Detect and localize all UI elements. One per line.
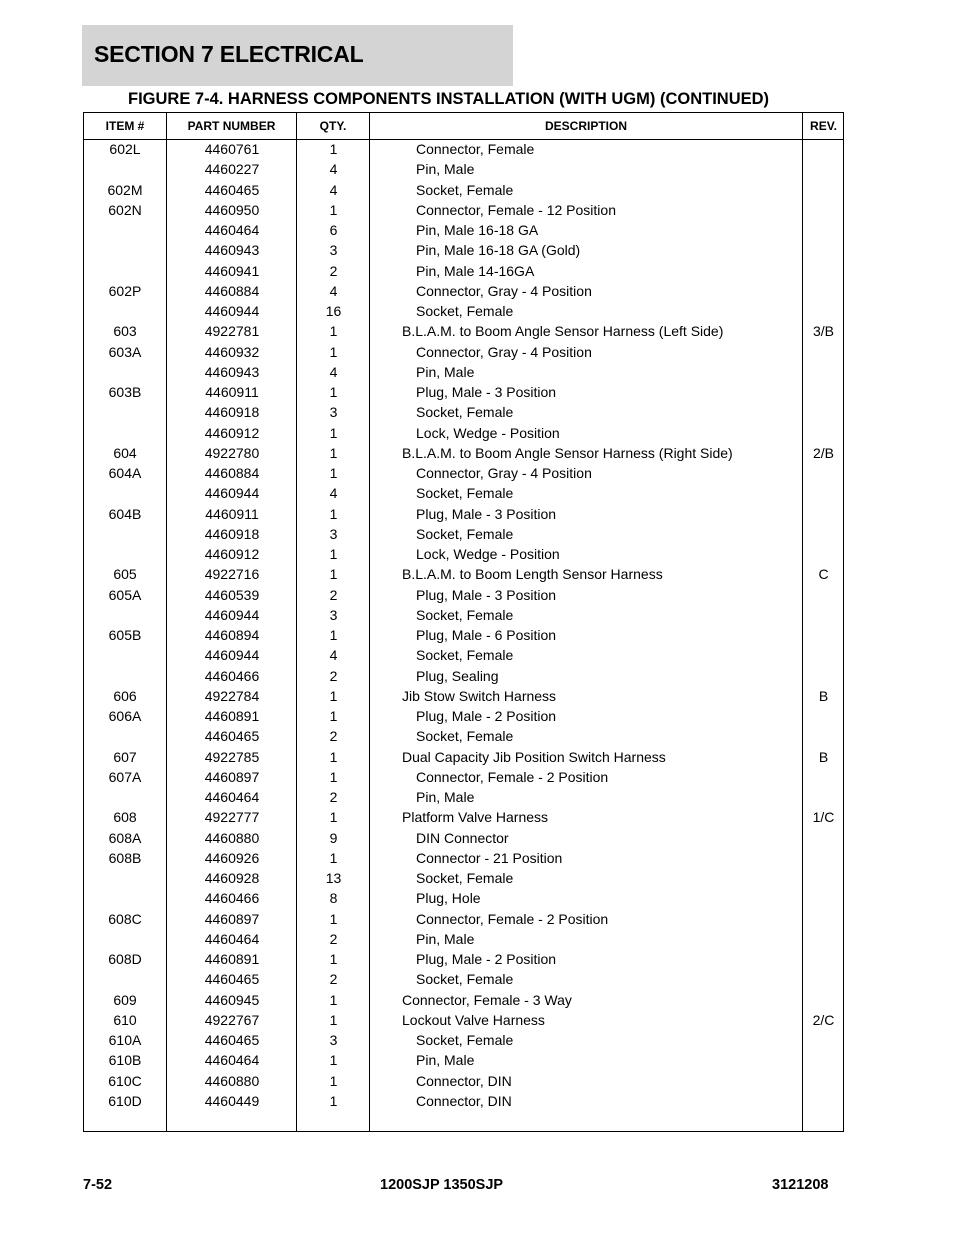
- table-row: [84, 382, 843, 402]
- table-row: [84, 747, 843, 767]
- table-row: [84, 402, 843, 422]
- header-qty: QTY.: [319, 119, 347, 133]
- description-cell: Socket, Female: [416, 181, 514, 198]
- description-cell: B.L.A.M. to Boom Angle Sensor Harness (Right Side): [402, 444, 733, 461]
- part-number-cell: 4460465: [204, 971, 260, 988]
- part-number-cell: 4460944: [204, 606, 260, 623]
- table-row: [84, 686, 843, 706]
- table-row: [84, 585, 843, 605]
- item-number-cell: 605B: [108, 627, 142, 643]
- table-row: [84, 159, 843, 179]
- item-number-cell: 602P: [108, 282, 142, 299]
- table-row: [84, 848, 843, 868]
- description-cell: Pin, Male: [416, 363, 475, 380]
- quantity-cell: 2: [329, 586, 338, 603]
- table-row: [84, 321, 843, 341]
- quantity-cell: 1: [329, 627, 338, 643]
- description-cell: Lock, Wedge - Position: [416, 546, 560, 562]
- quantity-cell: 4: [329, 647, 338, 664]
- table-row: [84, 564, 843, 584]
- part-number-cell: 4922777: [204, 809, 260, 826]
- description-cell: Socket, Female: [416, 404, 514, 421]
- table-row: [84, 909, 843, 929]
- description-cell: Plug, Hole: [416, 890, 481, 907]
- description-cell: Connector, Female - 2 Position: [416, 910, 609, 927]
- part-number-cell: 4922716: [204, 566, 260, 583]
- part-number-cell: 4460465: [204, 728, 260, 745]
- part-number-cell: 4922785: [204, 748, 260, 765]
- description-cell: B.L.A.M. to Boom Angle Sensor Harness (Left Side): [402, 323, 724, 340]
- part-number-cell: 4460926: [204, 849, 260, 866]
- part-number-cell: 4460918: [204, 525, 260, 542]
- part-number-cell: 4460464: [204, 222, 260, 238]
- table-row: [84, 180, 843, 200]
- quantity-cell: 1: [329, 465, 338, 481]
- quantity-cell: 1: [329, 1092, 338, 1109]
- item-number-cell: 606A: [108, 708, 142, 724]
- quantity-cell: 1: [329, 141, 338, 157]
- part-number-cell: 4460944: [204, 485, 260, 502]
- table-row: [84, 362, 843, 382]
- part-number-cell: 4922781: [204, 323, 260, 340]
- description-cell: Jib Stow Switch Harness: [402, 687, 557, 704]
- item-number-cell: 608D: [108, 951, 142, 967]
- quantity-cell: 3: [329, 1032, 338, 1048]
- footer-model: 1200SJP 1350SJP: [380, 1177, 504, 1193]
- description-cell: Connector, Gray - 4 Position: [416, 465, 592, 481]
- quantity-cell: 4: [329, 485, 338, 502]
- description-cell: Socket, Female: [416, 971, 514, 988]
- table-row: [84, 949, 843, 969]
- description-cell: Plug, Male - 3 Position: [416, 505, 557, 522]
- quantity-cell: 2: [329, 667, 338, 684]
- table-row: [84, 605, 843, 625]
- description-cell: Pin, Male 16-18 GA: [416, 222, 539, 238]
- table-row: [84, 726, 843, 746]
- description-cell: Dual Capacity Jib Position Switch Harness: [402, 748, 666, 765]
- table-row: [84, 666, 843, 686]
- quantity-cell: 1: [329, 910, 338, 927]
- table-row: [84, 888, 843, 908]
- quantity-cell: 3: [329, 242, 338, 259]
- description-cell: Connector, Gray - 4 Position: [416, 343, 592, 360]
- part-number-cell: 4460465: [204, 181, 260, 198]
- quantity-cell: 2: [329, 789, 338, 805]
- item-number-cell: 602L: [109, 141, 141, 157]
- part-number-cell: 4460894: [204, 627, 260, 643]
- item-number-cell: 608A: [108, 829, 142, 846]
- table-row: [84, 240, 843, 260]
- item-number-cell: 610D: [108, 1092, 142, 1109]
- table-row: [84, 969, 843, 989]
- quantity-cell: 1: [329, 708, 338, 724]
- revision-cell: 3/B: [812, 323, 834, 340]
- quantity-cell: 3: [329, 404, 338, 421]
- part-number-cell: 4922780: [204, 444, 260, 461]
- table-row: [84, 1071, 843, 1091]
- table-row: [84, 504, 843, 524]
- description-cell: Socket, Female: [416, 1032, 514, 1048]
- description-cell: Lock, Wedge - Position: [416, 424, 560, 441]
- description-cell: Plug, Male - 3 Position: [416, 586, 557, 603]
- item-number-cell: 609: [113, 991, 137, 1008]
- description-cell: Connector, DIN: [416, 1072, 512, 1089]
- quantity-cell: 1: [329, 201, 338, 218]
- part-number-cell: 4460943: [204, 363, 260, 380]
- header-item: ITEM #: [105, 119, 145, 133]
- table-row: [84, 220, 843, 240]
- item-number-cell: 605: [113, 566, 137, 583]
- table-row: [84, 544, 843, 564]
- quantity-cell: 1: [329, 849, 338, 866]
- description-cell: Pin, Male 14-16GA: [416, 262, 535, 279]
- description-cell: Connector, Female: [416, 141, 535, 157]
- part-number-cell: 4460941: [204, 262, 260, 279]
- quantity-cell: 2: [329, 728, 338, 745]
- item-number-cell: 610A: [108, 1032, 142, 1048]
- item-number-cell: 608C: [108, 910, 142, 927]
- table-row: [84, 443, 843, 463]
- item-number-cell: 604B: [108, 505, 142, 522]
- part-number-cell: 4460464: [204, 930, 260, 947]
- description-cell: Pin, Male: [416, 789, 475, 805]
- quantity-cell: 1: [329, 424, 338, 441]
- description-cell: Socket, Female: [416, 525, 514, 542]
- parts-table: [83, 112, 844, 1132]
- revision-cell: 2/C: [812, 1011, 835, 1028]
- part-number-cell: 4460466: [204, 890, 260, 907]
- quantity-cell: 3: [329, 525, 338, 542]
- description-cell: Socket, Female: [416, 870, 514, 886]
- quantity-cell: 1: [329, 1052, 338, 1069]
- table-row: [84, 990, 843, 1010]
- description-cell: B.L.A.M. to Boom Length Sensor Harness: [402, 566, 663, 583]
- description-cell: Connector, Female - 12 Position: [416, 201, 616, 218]
- description-cell: Plug, Male - 3 Position: [416, 384, 557, 400]
- quantity-cell: 1: [329, 951, 338, 967]
- part-number-cell: 4460897: [204, 768, 260, 785]
- quantity-cell: 3: [329, 606, 338, 623]
- quantity-cell: 8: [329, 890, 338, 907]
- description-cell: Socket, Female: [416, 303, 514, 319]
- revision-cell: B: [818, 748, 829, 765]
- description-cell: Plug, Sealing: [416, 667, 499, 684]
- description-cell: DIN Connector: [416, 829, 509, 846]
- quantity-cell: 1: [329, 566, 338, 583]
- item-number-cell: 603B: [108, 384, 142, 400]
- item-number-cell: 610B: [108, 1052, 142, 1069]
- part-number-cell: 4460944: [204, 647, 260, 664]
- quantity-cell: 16: [325, 303, 342, 319]
- quantity-cell: 1: [329, 323, 338, 340]
- item-number-cell: 607: [113, 748, 137, 765]
- part-number-cell: 4460884: [204, 282, 260, 299]
- description-cell: Plug, Male - 2 Position: [416, 708, 557, 724]
- part-number-cell: 4460897: [204, 910, 260, 927]
- quantity-cell: 2: [329, 930, 338, 947]
- table-row: [84, 1050, 843, 1070]
- quantity-cell: 1: [329, 1072, 338, 1089]
- part-number-cell: 4460449: [204, 1092, 260, 1109]
- quantity-cell: 1: [329, 505, 338, 522]
- item-number-cell: 602N: [108, 201, 142, 218]
- revision-cell: C: [818, 566, 829, 583]
- header-part-number: PART NUMBER: [187, 119, 276, 133]
- part-number-cell: 4460891: [204, 708, 260, 724]
- item-number-cell: 608B: [108, 849, 142, 866]
- part-number-cell: 4460945: [204, 991, 260, 1008]
- description-cell: Pin, Male: [416, 930, 475, 947]
- quantity-cell: 4: [329, 161, 338, 178]
- part-number-cell: 4922784: [204, 687, 260, 704]
- table-row: [84, 868, 843, 888]
- quantity-cell: 4: [329, 363, 338, 380]
- quantity-cell: 1: [329, 384, 338, 400]
- footer-page-number: 7-52: [83, 1177, 113, 1193]
- quantity-cell: 9: [329, 829, 338, 846]
- header-rev: REV.: [810, 119, 837, 133]
- table-row: [84, 463, 843, 483]
- item-number-cell: 606: [113, 687, 137, 704]
- item-number-cell: 604A: [108, 465, 142, 481]
- description-cell: Socket, Female: [416, 485, 514, 502]
- quantity-cell: 1: [329, 687, 338, 704]
- part-number-cell: 4460912: [204, 424, 260, 441]
- part-number-cell: 4460465: [204, 1032, 260, 1048]
- table-row: [84, 625, 843, 645]
- table-row: [84, 767, 843, 787]
- part-number-cell: 4460928: [204, 870, 260, 886]
- description-cell: Connector, Female - 2 Position: [416, 768, 609, 785]
- part-number-cell: 4460539: [204, 586, 260, 603]
- table-row: [84, 483, 843, 503]
- item-number-cell: 610: [113, 1011, 137, 1028]
- table-row: [84, 139, 843, 159]
- part-number-cell: 4460761: [204, 141, 260, 157]
- revision-cell: B: [818, 687, 829, 704]
- description-cell: Socket, Female: [416, 728, 514, 745]
- quantity-cell: 1: [329, 748, 338, 765]
- item-number-cell: 602M: [107, 181, 143, 198]
- quantity-cell: 2: [329, 971, 338, 988]
- quantity-cell: 13: [325, 870, 342, 886]
- table-row: [84, 645, 843, 665]
- part-number-cell: 4460227: [204, 161, 260, 178]
- table-row: [84, 261, 843, 281]
- part-number-cell: 4460464: [204, 1052, 260, 1069]
- description-cell: Plug, Male - 6 Position: [416, 627, 557, 643]
- part-number-cell: 4460464: [204, 789, 260, 805]
- part-number-cell: 4460918: [204, 404, 260, 421]
- revision-cell: 2/B: [812, 444, 834, 461]
- table-row: [84, 787, 843, 807]
- table-row: [84, 1091, 843, 1111]
- description-cell: Lockout Valve Harness: [402, 1011, 545, 1028]
- description-cell: Connector, DIN: [416, 1092, 512, 1109]
- table-row: [84, 929, 843, 949]
- description-cell: Plug, Male - 2 Position: [416, 951, 557, 967]
- part-number-cell: 4460880: [204, 1072, 260, 1089]
- table-row: [84, 301, 843, 321]
- table-row: [84, 200, 843, 220]
- section-title: SECTION 7 ELECTRICAL: [94, 41, 364, 67]
- quantity-cell: 1: [329, 444, 338, 461]
- table-row: [84, 281, 843, 301]
- quantity-cell: 1: [329, 1011, 338, 1028]
- revision-cell: 1/C: [812, 809, 835, 826]
- part-number-cell: 4922767: [204, 1011, 260, 1028]
- quantity-cell: 2: [329, 262, 338, 279]
- description-cell: Socket, Female: [416, 647, 514, 664]
- quantity-cell: 4: [329, 181, 338, 198]
- header-description: DESCRIPTION: [544, 119, 627, 133]
- description-cell: Pin, Male: [416, 1052, 475, 1069]
- figure-title: FIGURE 7-4. HARNESS COMPONENTS INSTALLATION (WITH UGM) (CONTINUED): [128, 90, 770, 108]
- part-number-cell: 4460880: [204, 829, 260, 846]
- quantity-cell: 1: [329, 768, 338, 785]
- description-cell: Socket, Female: [416, 606, 514, 623]
- part-number-cell: 4460884: [204, 465, 260, 481]
- quantity-cell: 1: [329, 546, 338, 562]
- part-number-cell: 4460891: [204, 951, 260, 967]
- section-banner: [82, 25, 513, 86]
- table-row: [84, 1030, 843, 1050]
- item-number-cell: 607A: [108, 768, 142, 785]
- part-number-cell: 4460943: [204, 242, 260, 259]
- description-cell: Pin, Male: [416, 161, 475, 178]
- quantity-cell: 1: [329, 991, 338, 1008]
- description-cell: Connector, Gray - 4 Position: [416, 282, 592, 299]
- part-number-cell: 4460944: [204, 303, 260, 319]
- part-number-cell: 4460911: [205, 505, 259, 522]
- part-number-cell: 4460911: [205, 384, 259, 400]
- table-row: [84, 524, 843, 544]
- quantity-cell: 1: [329, 343, 338, 360]
- quantity-cell: 4: [329, 282, 338, 299]
- part-number-cell: 4460912: [204, 546, 260, 562]
- item-number-cell: 603A: [108, 343, 142, 360]
- table-row: [84, 706, 843, 726]
- item-number-cell: 608: [113, 809, 137, 826]
- part-number-cell: 4460466: [204, 667, 260, 684]
- item-number-cell: 603: [113, 323, 137, 340]
- item-number-cell: 604: [113, 444, 137, 461]
- part-number-cell: 4460932: [204, 343, 260, 360]
- description-cell: Connector - 21 Position: [416, 849, 563, 866]
- footer-doc-number: 3121208: [772, 1177, 829, 1193]
- item-number-cell: 605A: [108, 586, 142, 603]
- table-row: [84, 828, 843, 848]
- quantity-cell: 6: [329, 222, 338, 238]
- part-number-cell: 4460950: [204, 201, 260, 218]
- description-cell: Platform Valve Harness: [402, 809, 549, 826]
- table-row: [84, 1010, 843, 1030]
- table-row: [84, 342, 843, 362]
- table-row: [84, 423, 843, 443]
- description-cell: Connector, Female - 3 Way: [402, 991, 572, 1008]
- item-number-cell: 610C: [108, 1072, 142, 1089]
- table-row: [84, 807, 843, 827]
- quantity-cell: 1: [329, 809, 338, 826]
- description-cell: Pin, Male 16-18 GA (Gold): [416, 242, 581, 259]
